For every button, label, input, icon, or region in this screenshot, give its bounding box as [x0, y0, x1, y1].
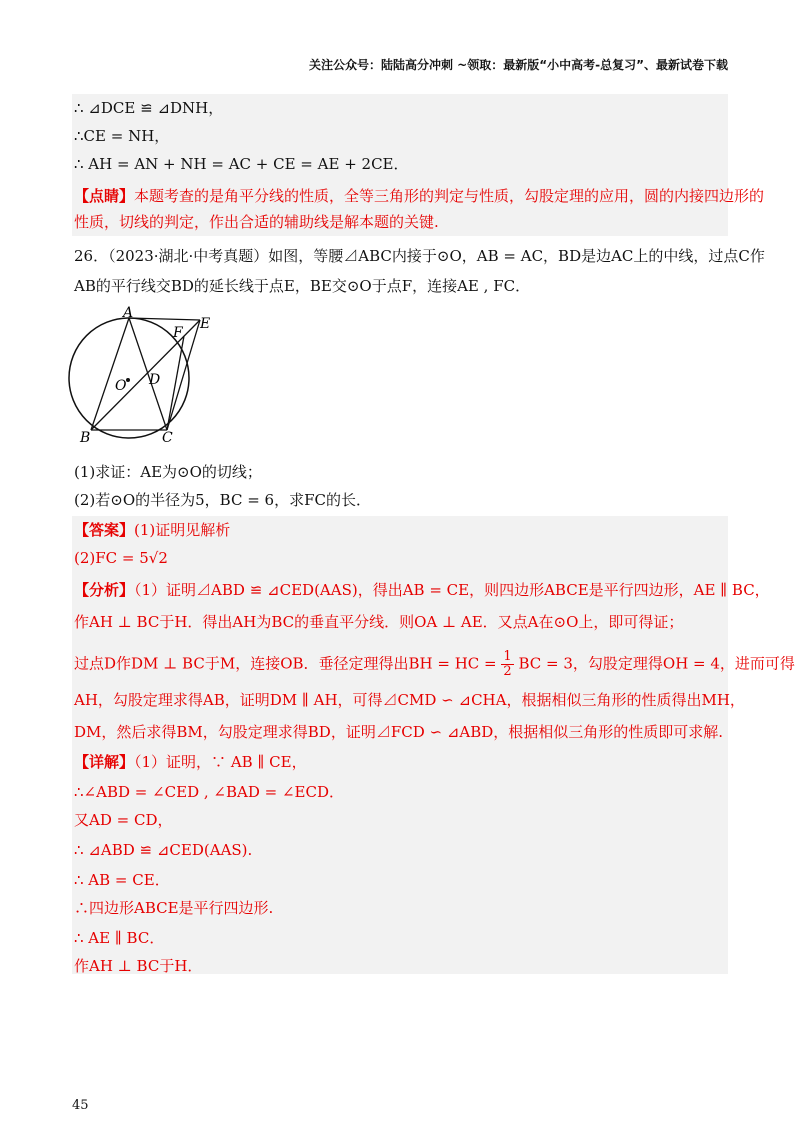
- comment-text-1: 本题考查的是角平分线的性质，全等三角形的判定与性质，勾股定理的应用，圆的内接四边形的: [134, 187, 765, 205]
- detail-tag: 【详解】: [74, 753, 135, 771]
- question-2: (2)若⊙O的半径为5，BC = 6，求FC的长．: [74, 491, 371, 509]
- segment-ac: [129, 318, 167, 430]
- analysis-text-1: （1）证明⊿ABD ≌ ⊿CED(AAS)，得出AB = CE，则四边形ABCE是平行四边形，AE ∥ BC，: [134, 581, 770, 599]
- label-a: A: [123, 306, 134, 321]
- label-f: F: [173, 325, 183, 341]
- label-b: B: [80, 430, 91, 446]
- page-header: 关注公众号：陆陆高分冲刺 ~领取：最新版“小中高考-总复习”、最新试卷下载: [309, 58, 728, 72]
- segment-ab: [91, 318, 129, 430]
- comment-tag: 【点睛】: [74, 187, 135, 205]
- analysis-text-3a: 过点D作DM ⊥ BC于M，连接OB．垂径定理得出BH = HC =: [74, 654, 497, 673]
- fraction-one-half: [501, 650, 513, 679]
- answer-tag: 【答案】: [74, 521, 135, 539]
- detail-line-7: ∴ AE ∥ BC．: [74, 929, 165, 947]
- detail-line-8: 作AH ⊥ BC于H．: [74, 957, 203, 975]
- label-o: O: [115, 378, 127, 394]
- analysis-line-3: [74, 650, 795, 679]
- detail-line-5: ∴ AB = CE．: [74, 871, 170, 889]
- analysis-tag: 【分析】: [74, 581, 135, 599]
- detail-line-1: [74, 752, 307, 772]
- detail-text-1: （1）证明，∵ AB ∥ CE，: [134, 753, 307, 771]
- circle-o: [69, 318, 189, 438]
- comment-line-1: [74, 186, 764, 206]
- detail-line-4: ∴ ⊿ABD ≌ ⊿CED(AAS).: [74, 841, 253, 859]
- fraction-denominator: 2: [503, 664, 512, 679]
- detail-line-2: ∴∠ABD = ∠CED , ∠BAD = ∠ECD．: [74, 783, 345, 801]
- fraction-numerator: 1: [503, 649, 512, 664]
- answer-line-1: [74, 520, 230, 540]
- top-line-3: ∴ AH = AN + NH = AC + CE = AE + 2CE．: [74, 155, 409, 173]
- top-line-1: ∴ ⊿DCE ≌ ⊿DNH，: [74, 99, 224, 117]
- answer-2: (2)FC = 5√2: [74, 549, 168, 567]
- analysis-line-4: AH，勾股定理求得AB，证明DM ∥ AH，可得⊿CMD ∽ ⊿CHA，根据相似三角形的性质得出MH，: [74, 691, 745, 709]
- analysis-line-2: 作AH ⊥ BC于H．得出AH为BC的垂直平分线．则OA ⊥ AE．又点A在⊙O上，即可得证；: [74, 613, 684, 631]
- analysis-line-5: DM，然后求得BM，勾股定理求得BD，证明⊿FCD ∽ ⊿ABD，根据相似三角形的性质即可求解.: [74, 723, 724, 741]
- top-line-2: ∴CE = NH，: [74, 127, 170, 145]
- detail-line-3: 又AD = CD，: [74, 811, 173, 829]
- label-e: E: [200, 316, 211, 332]
- geometry-figure: [66, 306, 236, 450]
- comment-line-2: 性质，切线的判定，作出合适的辅助线是解本题的关键.: [74, 213, 439, 231]
- label-d: D: [149, 372, 161, 388]
- question-1: (1)求证：AE为⊙O的切线；: [74, 463, 262, 481]
- detail-line-6: ∴四边形ABCE是平行四边形.: [74, 899, 274, 917]
- analysis-line-1: [74, 580, 770, 600]
- problem-line-2: AB的平行线交BD的延长线于点E，BE交⊙O于点F，连接AE , FC．: [74, 277, 531, 295]
- page-number: 45: [72, 1098, 89, 1113]
- label-c: C: [162, 430, 173, 446]
- analysis-text-3b: BC = 3，勾股定理得OH = 4，进而可得: [518, 654, 795, 673]
- answer-1: (1)证明见解析: [134, 521, 231, 539]
- center-dot: [126, 378, 130, 382]
- problem-line-1: 26．（2023·湖北·中考真题）如图，等腰⊿ABC内接于⊙O，AB = AC，BD是边AC上的中线，过点C作: [74, 247, 765, 265]
